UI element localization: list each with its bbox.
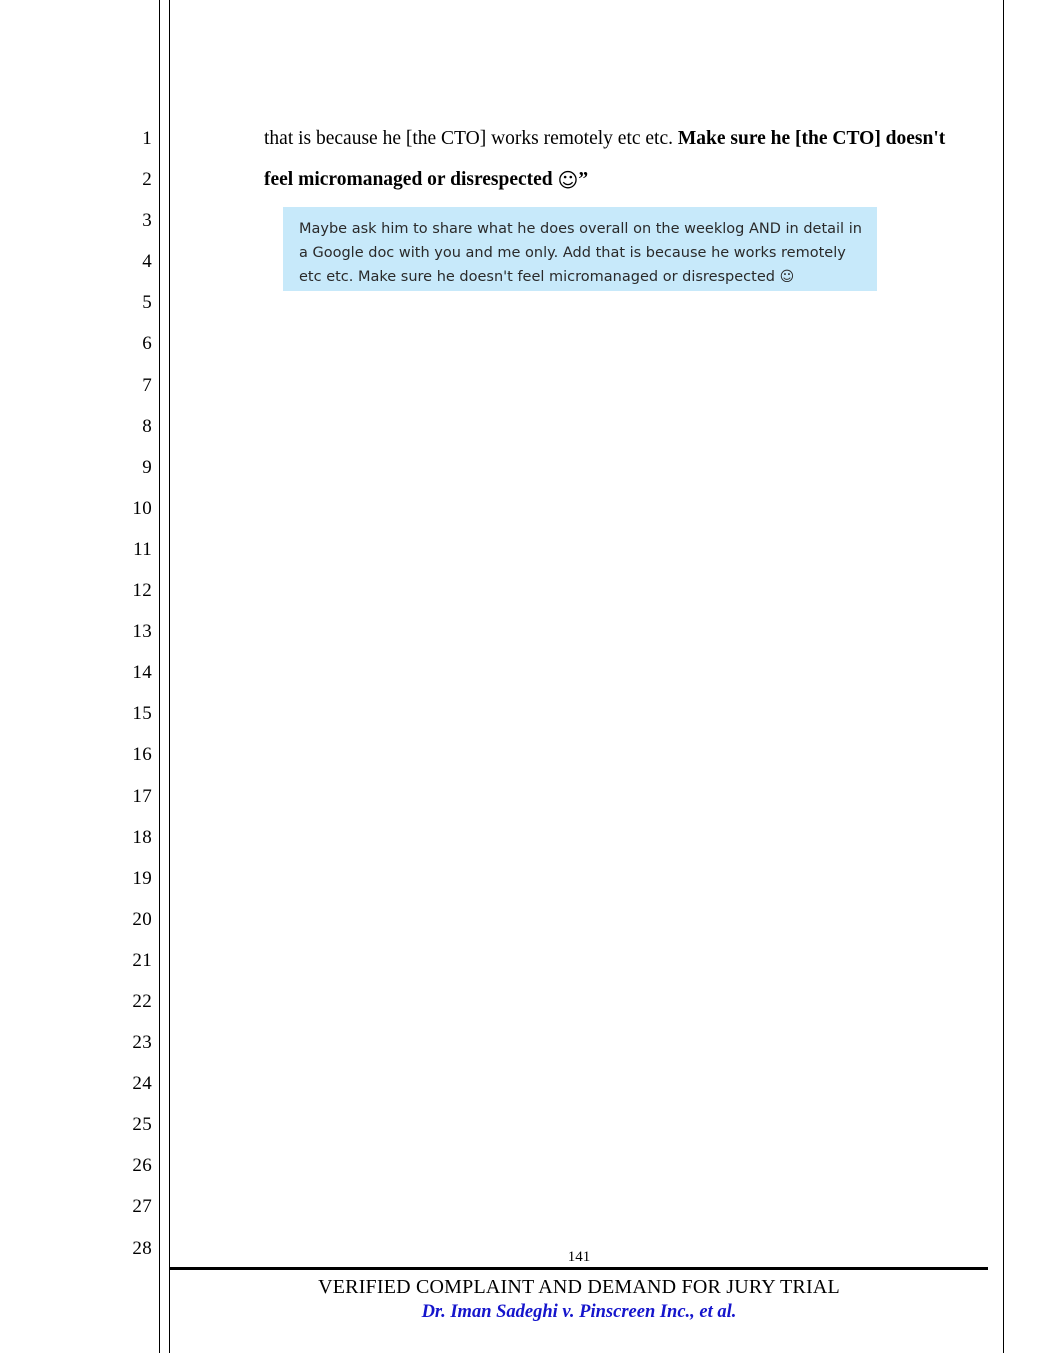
line-number: 28 [132,1237,152,1259]
line-number: 24 [132,1073,152,1095]
highlighted-quote-box [283,207,877,291]
line-number: 20 [132,908,152,930]
line-number: 21 [132,949,152,971]
quote-line [299,265,861,289]
body-text-block [264,118,994,200]
line-number: 13 [132,621,152,643]
line-number: 10 [132,497,152,519]
line-number-column [90,118,152,1269]
line-number: 17 [132,785,152,807]
quote-line: a Google doc with you and me only. Add that is because he works remotely [299,245,846,261]
smiley-face-icon: ☺ [557,168,579,193]
line-number: 16 [132,744,152,766]
body-line-1-bold: Make sure he [the CTO] doesn't [677,128,946,149]
line-number: 22 [132,990,152,1012]
footer-title: VERIFIED COMPLAINT AND DEMAND FOR JURY TRIAL [318,1276,840,1298]
line-number: 18 [132,826,152,848]
line-number: 19 [132,867,152,889]
line-number: 26 [132,1155,152,1177]
smiley-face-icon: ☺ [779,269,795,285]
line-number: 25 [132,1114,152,1136]
quote-line-text: etc etc. Make sure he doesn't feel micromanaged or disrespected [299,269,780,285]
line-number: 15 [132,703,152,725]
line-number: 14 [132,662,152,684]
line-number: 23 [132,1032,152,1054]
line-number: 4 [142,251,152,273]
line-number: 2 [142,169,152,191]
right-margin-rule [1003,0,1004,1353]
line-number: 12 [132,580,152,602]
body-line-2 [264,159,994,200]
page-number: 141 [567,1249,591,1265]
page-footer [170,1248,988,1324]
closing-quotation-mark: ” [578,169,589,191]
line-number: 7 [142,374,152,396]
line-number: 8 [142,415,152,437]
line-number: 1 [142,128,152,149]
line-number: 27 [132,1196,152,1218]
body-line-1 [264,118,994,159]
footer-case-caption: Dr. Iman Sadeghi v. Pinscreen Inc., et al. [421,1302,737,1322]
body-line-1-plain: that is because he [the CTO] works remotely etc etc. [264,128,678,149]
line-number: 11 [133,538,152,560]
line-number: 5 [142,292,152,314]
line-number: 6 [142,333,152,355]
line-number: 9 [142,456,152,478]
body-line-2-bold: feel micromanaged or disrespected [264,169,558,191]
left-outer-margin-rule [159,0,160,1353]
left-inner-margin-rule [169,0,170,1353]
line-number: 3 [142,210,152,232]
quote-line: Maybe ask him to share what he does overall on the weeklog AND in detail in [299,221,862,237]
